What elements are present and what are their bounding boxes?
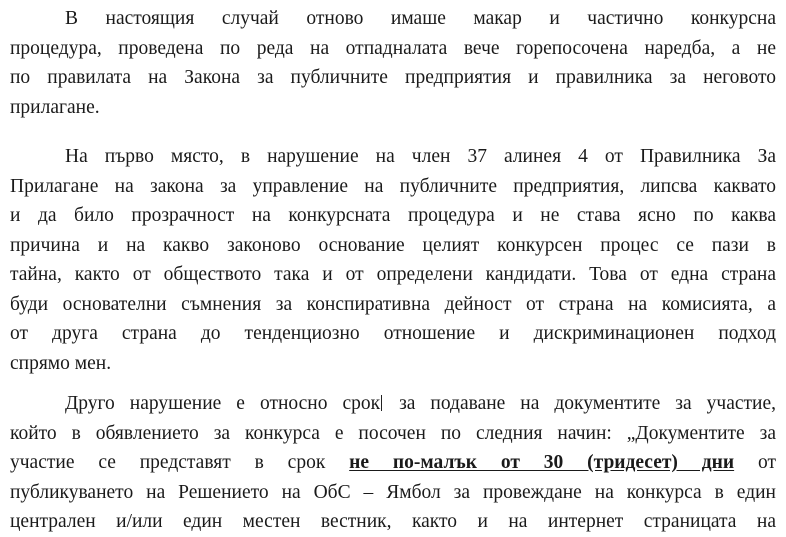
paragraph-1 [10, 4, 776, 122]
text-line: тайна, както от обществото така и от определени кандидати. Това от една страна [10, 264, 776, 285]
text-line: спрямо мен. [10, 352, 112, 374]
text-line: прилагане. [10, 96, 100, 118]
text-line: от друга страна до тенденциозно отношение и дискриминационен подход [10, 323, 776, 344]
text-line: централен и/или един местен вестник, както и на интернет страницата на [10, 511, 776, 532]
text-line: буди основателни съмнения за конспиративна дейност от страна на комисията, а [10, 293, 776, 315]
text-segment: Друго нарушение е относно срок [65, 393, 381, 414]
text-line: и да било прозрачност на конкурсната процедура и не става ясно по каква [10, 205, 776, 226]
text-line: В настоящия случай отново имаше макар и частично конкурсна [65, 8, 776, 29]
text-segment: от [734, 452, 776, 473]
text-segment: за подаване на документите за участие, [384, 393, 776, 414]
paragraph-3[interactable] [10, 389, 776, 537]
emphasized-deadline: не по-малък от 30 (тридесет) дни [349, 452, 735, 473]
text-segment: участие се представят в срок [10, 452, 350, 473]
text-line: причина и на какво законово основание целият конкурсен процес се пази в [10, 234, 776, 256]
text-line: който в обявлението за конкурса е посочен по следния начин: „Документите за [10, 422, 776, 444]
text-line: публикуването на Решението на ОбС – Ямбол за провеждане на конкурса в един [10, 481, 776, 503]
text-line [10, 448, 776, 478]
text-line: На първо място, в нарушение на член 37 алинея 4 от Правилника За [65, 146, 776, 167]
text-line: процедура, проведена по реда на отпадналата вече горепосочена наредба, а не [10, 37, 776, 59]
text-line [10, 389, 776, 419]
paragraph-2 [10, 142, 776, 378]
text-line: Прилагане на закона за управление на публичните предприятия, липсва каквато [10, 175, 776, 197]
text-line: по правилата на Закона за публичните предприятия и правилника за неговото [10, 67, 776, 88]
text-cursor-icon [381, 395, 383, 411]
